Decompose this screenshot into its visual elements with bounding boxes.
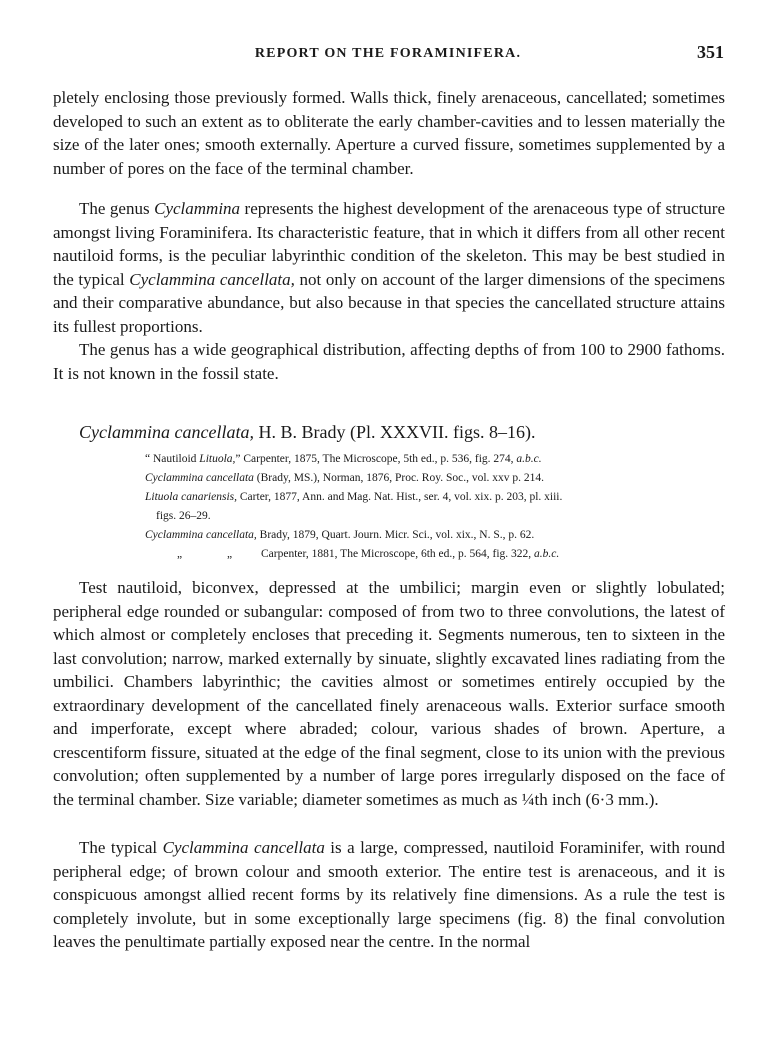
synonymy-list: [145, 450, 725, 564]
synonymy-entry: Lituola canariensis, Carter, 1877, Ann. and Mag. Nat. Hist., ser. 4, vol. xix. p. 203, pl. xiii. figs. 26–29.: [145, 491, 563, 522]
synonymy-entry: „ „ Carpenter, 1881, The Microscope, 6th ed., p. 564, fig. 322, a.b.c.: [177, 548, 560, 560]
paragraph-distribution: The genus has a wide geographical distribution, affecting depths of from 100 to 2900 fathoms. It is not known in the fossil state.: [53, 340, 725, 383]
synonymy-entry: “ Nautiloid Lituola,” Carpenter, 1875, The Microscope, 5th ed., p. 536, fig. 274, a.b.c.: [145, 453, 542, 465]
synonymy-entry: Cyclammina cancellata (Brady, MS.), Norman, 1876, Proc. Roy. Soc., vol. xxv p. 214.: [145, 472, 545, 484]
page-body: [53, 86, 725, 954]
running-title: REPORT ON THE FORAMINIFERA.: [254, 46, 522, 61]
paragraph-species-description: Test nautiloid, biconvex, depressed at the umbilici; margin even or slightly lobulated; peripheral edge rounded or subangular: composed of from two to three convolutions, the latest of which almost or completely encloses that preceding it. Segments numerous, ten to sixteen in the last convolution; narrow, marked externally by sinuate, slightly excavated lines radiating from the umbilici. Chambers labyrinthic; the cavities almost or sometimes entirely occupied by the extraordinary development of the cancellated finely arenaceous walls. Exterior surface smooth and imperforate, except where abraded; colour, various shades of brown. Aperture, a crescentiform fissure, situated at the edge of the final segment, close to its union with the previous convolution; often supplemented by a number of large pores irregularly disposed on the face of the terminal chamber. Size variable; diameter sometimes as much as ¼th inch (6·3 mm.).: [53, 578, 725, 809]
synonymy-entry: Cyclammina cancellata, Brady, 1879, Quart. Journ. Micr. Sci., vol. xix., N. S., p. 62.: [145, 529, 535, 541]
paragraph-continuation: pletely enclosing those previously formed. Walls thick, finely arenaceous, cancellated; sometimes developed to such an extent as to obliterate the early chamber-cavities and to lessen materially the size of the later ones; smooth externally. Aperture a curved fissure, sometimes supplemented by a number of pores on the face of the terminal chamber.: [53, 88, 725, 178]
paragraph-genus-description: The genus Cyclammina represents the highest development of the arenaceous type of structure amongst living Foraminifera. Its characteristic feature, that in which it differs from all other recent nautiloid forms, is the peculiar labyrinthic condition of the skeleton. This may be best studied in the typical Cyclammina cancellata, not only on account of the larger dimensions of the specimens and their comparative abundance, but also because in that species the cancellated structure attains its fullest proportions.: [53, 199, 726, 336]
page-number: 351: [697, 42, 724, 62]
page-header: [0, 42, 776, 66]
paragraph-discussion: The typical Cyclammina cancellata is a large, compressed, nautiloid Foraminifer, with round peripheral edge; of brown colour and smooth exterior. The entire test is arenaceous, and it is conspicuous amongst allied recent forms by its relatively fine dimensions. As a rule the test is completely involute, but in some exceptionally large specimens (fig. 8) the final convolution leaves the penultimate partially exposed near the centre. In the normal: [53, 838, 725, 951]
species-heading: Cyclammina cancellata, H. B. Brady (Pl. XXXVII. figs. 8–16).: [79, 422, 536, 442]
